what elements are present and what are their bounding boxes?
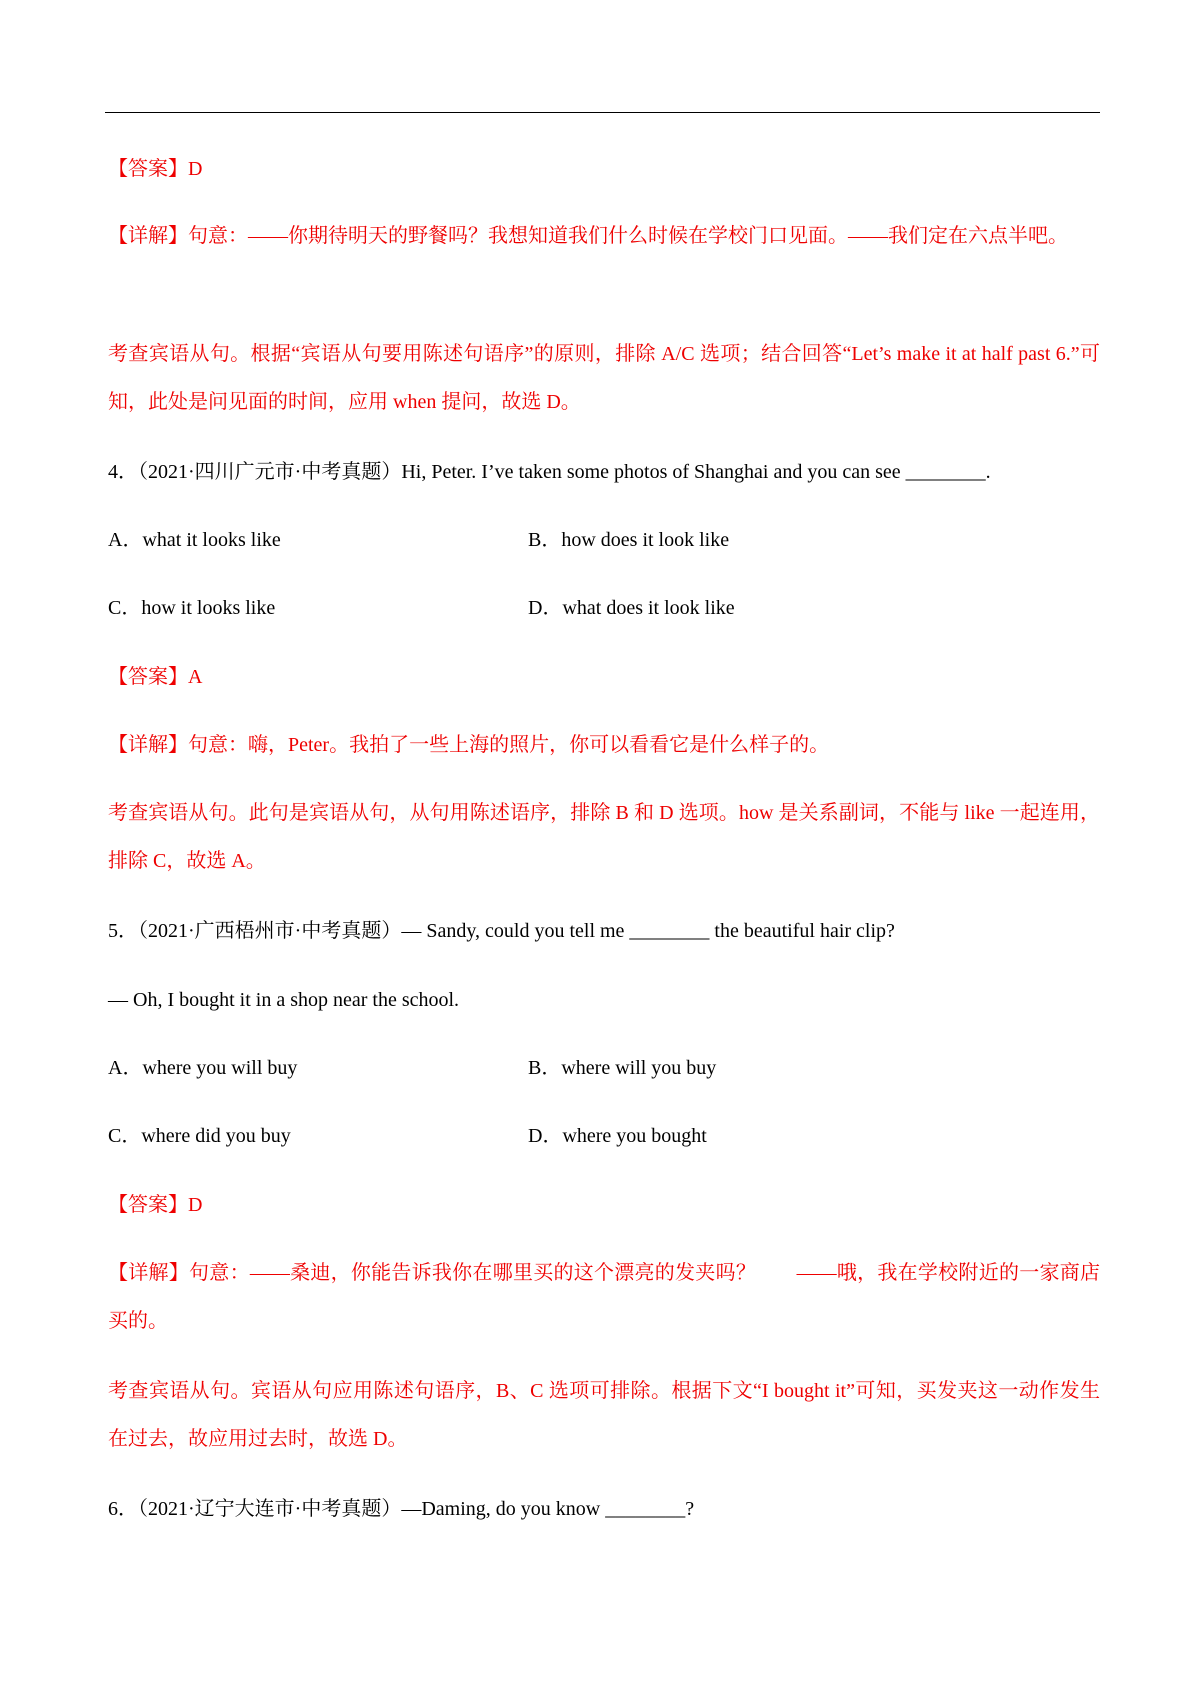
q5-stem: 5．（2021·广西梧州市·中考真题）— Sandy, could you tell me ________ the beautiful hair clip? xyxy=(108,920,895,942)
q6-stem: 6．（2021·辽宁大连市·中考真题）—Daming, do you know ________? xyxy=(108,1498,695,1520)
q5-explanation: 【详解】句意：——桑迪，你能告诉我你在哪里买的这个漂亮的发夹吗？ ——哦，我在学校附近的一家商店买的。 xyxy=(108,1262,1100,1332)
q4-answer: 【答案】A xyxy=(108,666,203,688)
q4-option-d: D．what does it look like xyxy=(528,597,735,619)
q5-option-c: C．where did you buy xyxy=(108,1125,291,1147)
q4-option-c: C．how it looks like xyxy=(108,597,276,619)
q5-option-d: D．where you bought xyxy=(528,1125,707,1147)
q4-option-b: B．how does it look like xyxy=(528,529,730,551)
q5-analysis: 考查宾语从句。宾语从句应用陈述句语序，B、C 选项可排除。根据下文“I bought it”可知，买发夹这一动作发生在过去，故应用过去时，故选 D。 xyxy=(108,1380,1100,1450)
q5-answer: 【答案】D xyxy=(108,1194,203,1216)
q3-explanation: 【详解】句意：——你期待明天的野餐吗？我想知道我们什么时候在学校门口见面。——我们定在六点半吧。 xyxy=(108,225,1068,247)
q4-stem: 4．（2021·四川广元市·中考真题）Hi, Peter. I’ve taken some photos of Shanghai and you can see ________. xyxy=(108,461,991,483)
q5-reply: — Oh, I bought it in a shop near the school. xyxy=(108,989,460,1011)
header-rule xyxy=(105,112,1100,113)
q4-option-a: A．what it looks like xyxy=(108,529,281,551)
q3-analysis: 考查宾语从句。根据“宾语从句要用陈述句语序”的原则，排除 A/C 选项；结合回答“Let’s make it at half past 6.”可知，此处是问见面的时间，应用 when 提问，故选 D。 xyxy=(108,343,1100,413)
q4-explanation: 【详解】句意：嗨，Peter。我拍了一些上海的照片，你可以看看它是什么样子的。 xyxy=(108,734,830,756)
q4-analysis: 考查宾语从句。此句是宾语从句，从句用陈述语序，排除 B 和 D 选项。how 是关系副词，不能与 like 一起连用，排除 C，故选 A。 xyxy=(108,802,1100,872)
q5-option-a: A．where you will buy xyxy=(108,1057,298,1079)
q3-answer: 【答案】D xyxy=(108,158,203,180)
q5-option-b: B．where will you buy xyxy=(528,1057,717,1079)
